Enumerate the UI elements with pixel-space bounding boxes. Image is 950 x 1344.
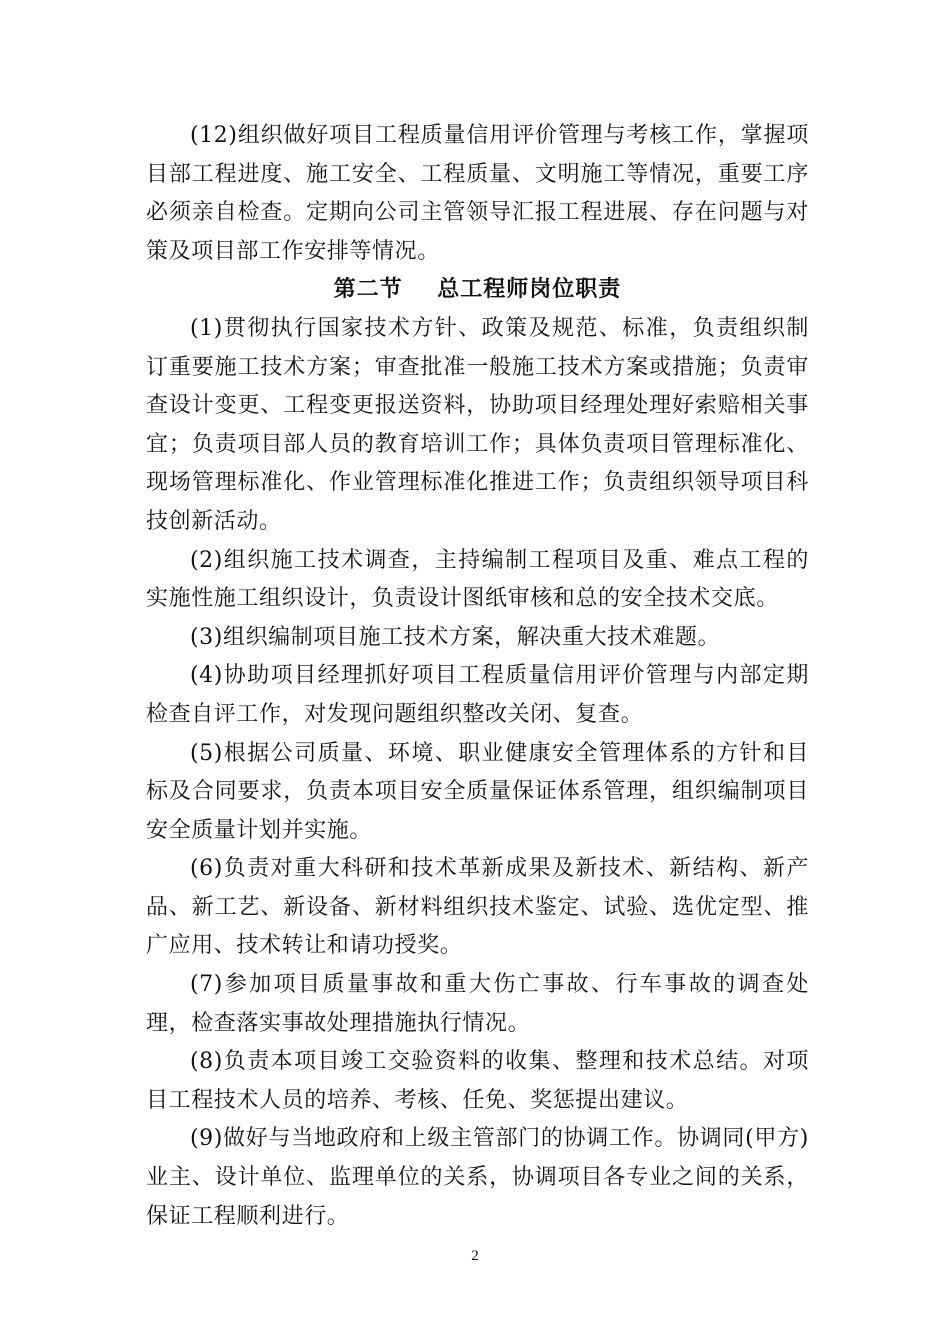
section-title: 第二节 总工程师岗位职责 [333, 277, 622, 303]
duty-item-1: (1)贯彻执行国家技术方针、政策及规范、标准，负责组织制订重要施工技术方案；审查批准一般施工技术方案或措施；负责审查设计变更、工程变更报送资料，协助项目经理处理好索赔相关事宜；负责项目部人员的教育培训工作；具体负责项目管理标准化、现场管理标准化、作业管理标准化推进工作；负责组织领导项目科技创新活动。 [146, 315, 809, 534]
duty-item-5: (5)根据公司质量、环境、职业健康安全管理体系的方针和目标及合同要求，负责本项目安全质量保证体系管理，组织编制项目安全质量计划并实施。 [146, 740, 809, 843]
page-content [146, 117, 809, 1236]
duty-item-6: (6)负责对重大科研和技术革新成果及新技术、新结构、新产品、新工艺、新设备、新材料组织技术鉴定、试验、选优定型、推广应用、技术转让和请功授奖。 [146, 856, 809, 959]
duty-item-9: (9)做好与当地政府和上级主管部门的协调工作。协调同(甲方)业主、设计单位、监理单位的关系，协调项目各专业之间的关系，保证工程顺利进行。 [146, 1126, 809, 1229]
duty-item-4: (4)协助项目经理抓好项目工程质量信用评价管理与内部定期检查自评工作，对发现问题组织整改关闭、复查。 [146, 663, 809, 727]
page-number: 2 [471, 1248, 479, 1264]
duty-item-3: (3)组织编制项目施工技术方案，解决重大技术难题。 [190, 624, 721, 650]
duty-item-2: (2)组织施工技术调查，主持编制工程项目及重、难点工程的实施性施工组织设计，负责设计图纸审核和总的安全技术交底。 [146, 547, 809, 612]
duty-item-7: (7)参加项目质量事故和重大伤亡事故、行车事故的调查处理，检查落实事故处理措施执行情况。 [146, 972, 809, 1036]
duty-item-8: (8)负责本项目竣工交验资料的收集、整理和技术总结。对项目工程技术人员的培养、考核、任免、奖惩提出建议。 [146, 1049, 809, 1113]
intro-paragraph: (12)组织做好项目工程质量信用评价管理与考核工作，掌握项目部工程进度、施工安全、工程质量、文明施工等情况，重要工序必须亲自检查。定期向公司主管领导汇报工程进展、存在问题与对策及项目部工作安排等情况。 [146, 123, 809, 264]
